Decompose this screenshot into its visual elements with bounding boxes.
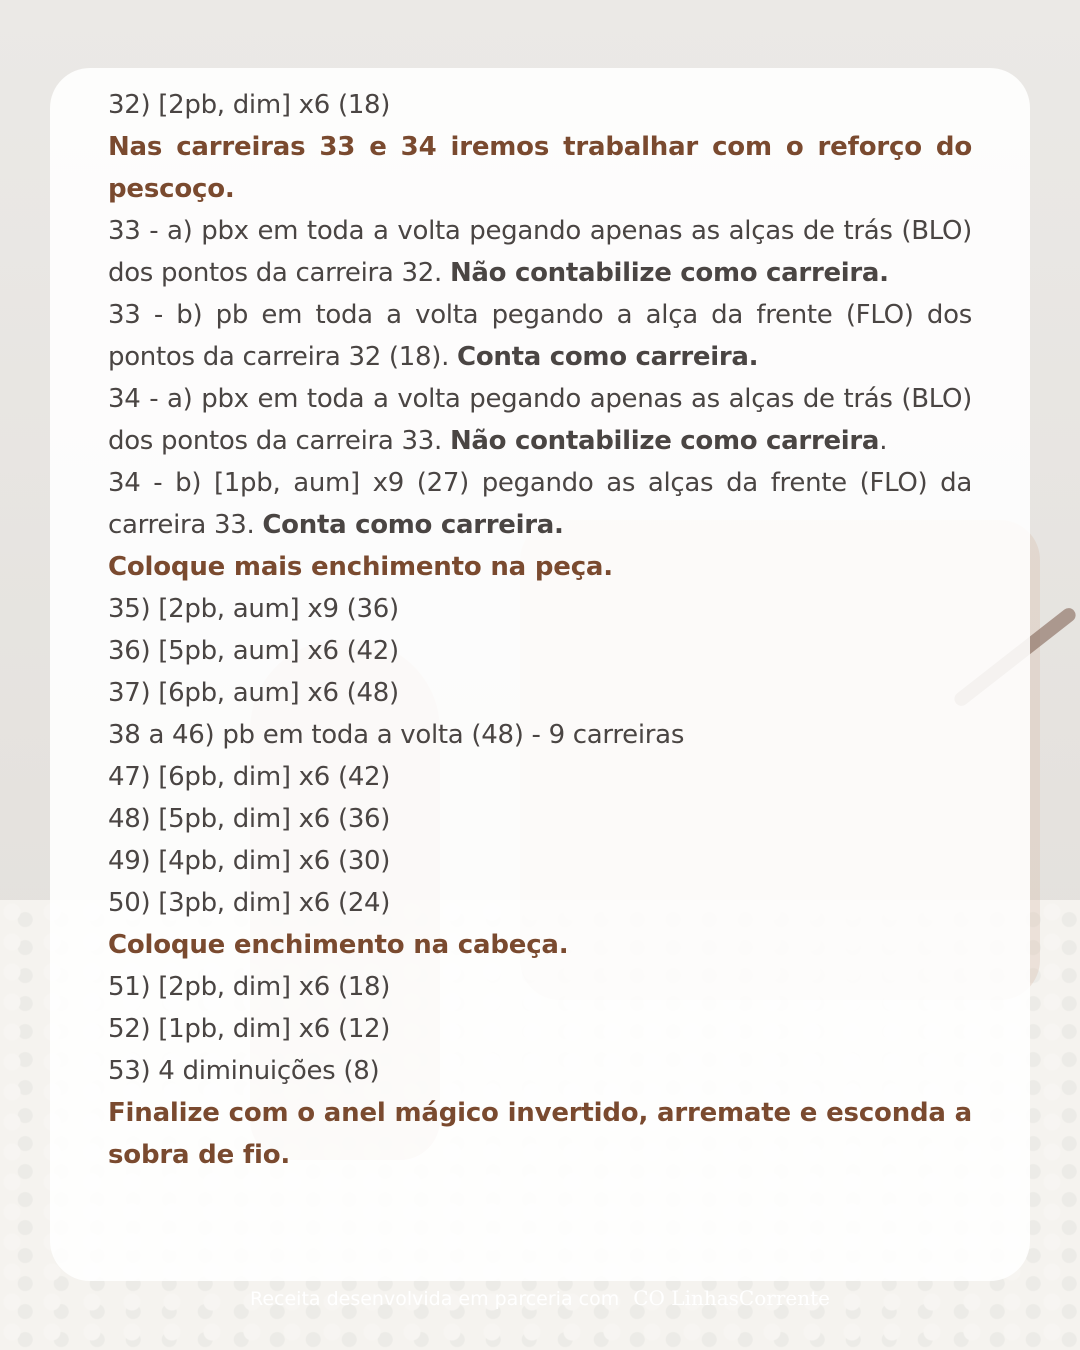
row-33b bbox=[108, 294, 972, 378]
row-34b-text: 34 - b) [1pb, aum] x9 (27) pegando as alças da frente (FLO) da carreira 33. bbox=[108, 468, 972, 540]
row-50: 50) [3pb, dim] x6 (24) bbox=[108, 888, 391, 918]
row-48: 48) [5pb, dim] x6 (36) bbox=[108, 804, 391, 834]
row-38-46: 38 a 46) pb em toda a volta (48) - 9 carreiras bbox=[108, 720, 685, 750]
row-34a bbox=[108, 378, 972, 462]
brand-logo: CO LinhasCorrente bbox=[633, 1286, 830, 1310]
row-47: 47) [6pb, dim] x6 (42) bbox=[108, 762, 391, 792]
row-49: 49) [4pb, dim] x6 (30) bbox=[108, 846, 391, 876]
row-36: 36) [5pb, aum] x6 (42) bbox=[108, 636, 399, 666]
row-33a-text: 33 - a) pbx em toda a volta pegando apenas as alças de trás (BLO) dos pontos da carreira 32. bbox=[108, 216, 972, 288]
row-34a-bold: Não contabilize como carreira bbox=[449, 426, 880, 456]
row-34b-bold: Conta como carreira. bbox=[262, 510, 564, 540]
row-37: 37) [6pb, aum] x6 (48) bbox=[108, 678, 399, 708]
note-rows-33-34: Nas carreiras 33 e 34 iremos trabalhar com o reforço do pescoço. bbox=[108, 132, 972, 204]
row-33b-bold: Conta como carreira. bbox=[457, 342, 759, 372]
note-more-stuffing: Coloque mais enchimento na peça. bbox=[108, 552, 613, 582]
note-finish: Finalize com o anel mágico invertido, arremate e esconda a sobra de fio. bbox=[108, 1098, 972, 1170]
row-52: 52) [1pb, dim] x6 (12) bbox=[108, 1014, 391, 1044]
row-34a-end: . bbox=[879, 426, 888, 456]
recipe-content bbox=[108, 84, 972, 1176]
row-34b bbox=[108, 462, 972, 546]
footer-text: Receita desenvolvida em parceria com bbox=[250, 1288, 620, 1310]
row-32: 32) [2pb, dim] x6 (18) bbox=[108, 90, 391, 120]
footer-credit bbox=[0, 1284, 1080, 1313]
row-33a bbox=[108, 210, 972, 294]
row-33b-text: 33 - b) pb em toda a volta pegando a alça da frente (FLO) dos pontos da carreira 32 (18). bbox=[108, 300, 972, 372]
row-33a-bold: Não contabilize como carreira. bbox=[449, 258, 889, 288]
recipe-card bbox=[50, 68, 1030, 1281]
row-53: 53) 4 diminuições (8) bbox=[108, 1056, 380, 1086]
row-51: 51) [2pb, dim] x6 (18) bbox=[108, 972, 391, 1002]
row-34a-text: 34 - a) pbx em toda a volta pegando apenas as alças de trás (BLO) dos pontos da carreira 33. bbox=[108, 384, 972, 456]
note-stuff-head: Coloque enchimento na cabeça. bbox=[108, 930, 569, 960]
row-35: 35) [2pb, aum] x9 (36) bbox=[108, 594, 399, 624]
